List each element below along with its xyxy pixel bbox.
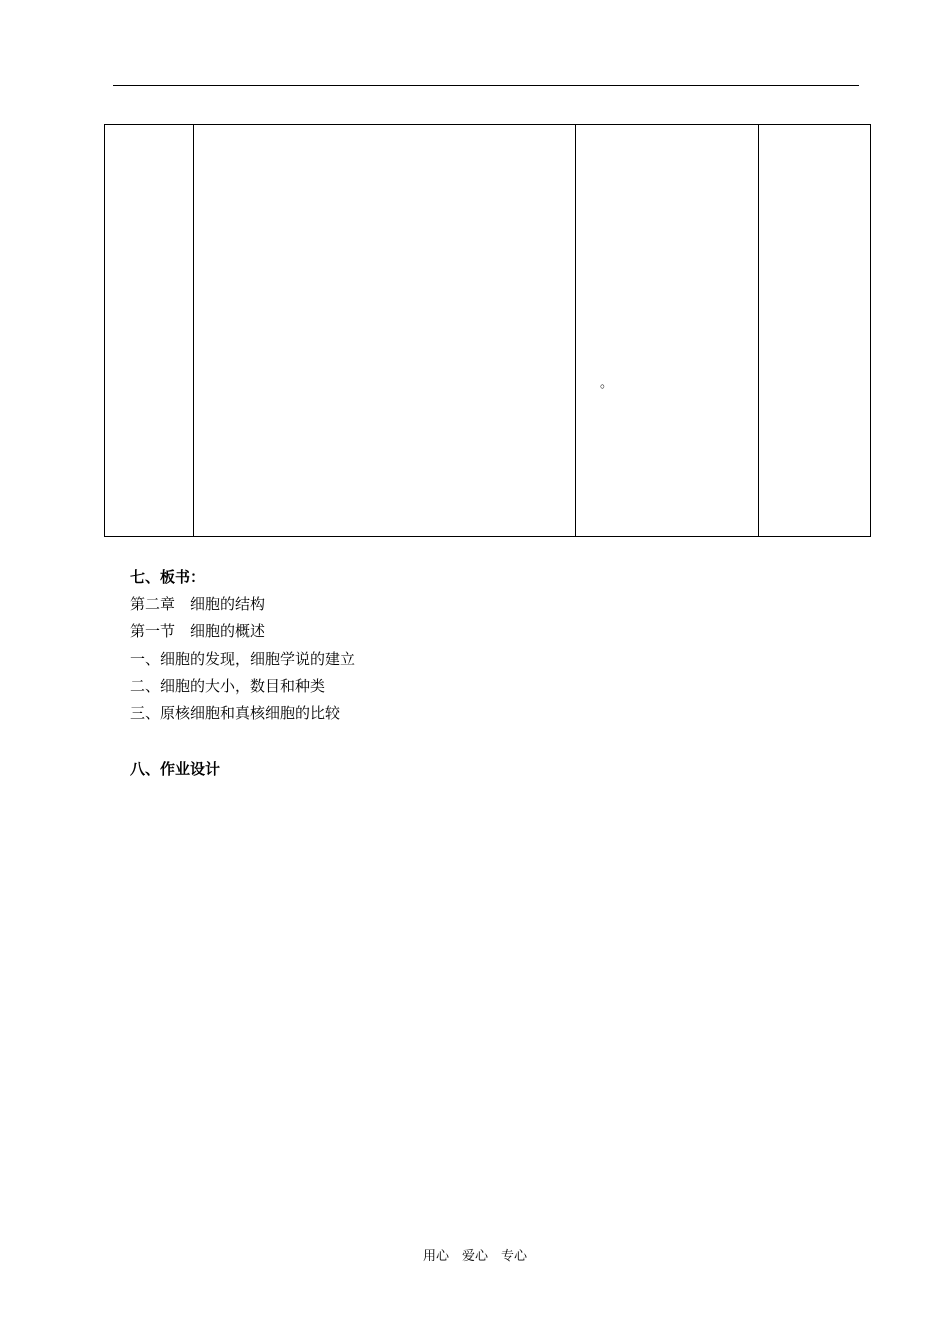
homework-heading: 八、作业设计 <box>130 760 221 778</box>
page-footer: 用心 爱心 专心 <box>422 1249 527 1264</box>
table-cell-student-activity <box>576 125 759 537</box>
table-row <box>105 125 871 537</box>
blackboard-line-section: 第一节 细胞的概述 <box>130 622 266 640</box>
lesson-table <box>104 124 871 537</box>
header-rule <box>113 85 859 86</box>
blackboard-line-chapter: 第二章 细胞的结构 <box>130 595 266 613</box>
blackboard-line-point-1: 一、细胞的发现，细胞学说的建立 <box>130 650 356 668</box>
blackboard-line-point-3: 三、原核细胞和真核细胞的比较 <box>130 704 341 722</box>
table-cell-notes <box>759 125 871 537</box>
blackboard-line-point-2: 二、细胞的大小，数目和种类 <box>130 677 326 695</box>
table-cell-stage <box>105 125 194 537</box>
period-mark: 。 <box>600 376 614 391</box>
blackboard-heading: 七、板书： <box>130 568 206 586</box>
table-cell-content <box>194 125 576 537</box>
